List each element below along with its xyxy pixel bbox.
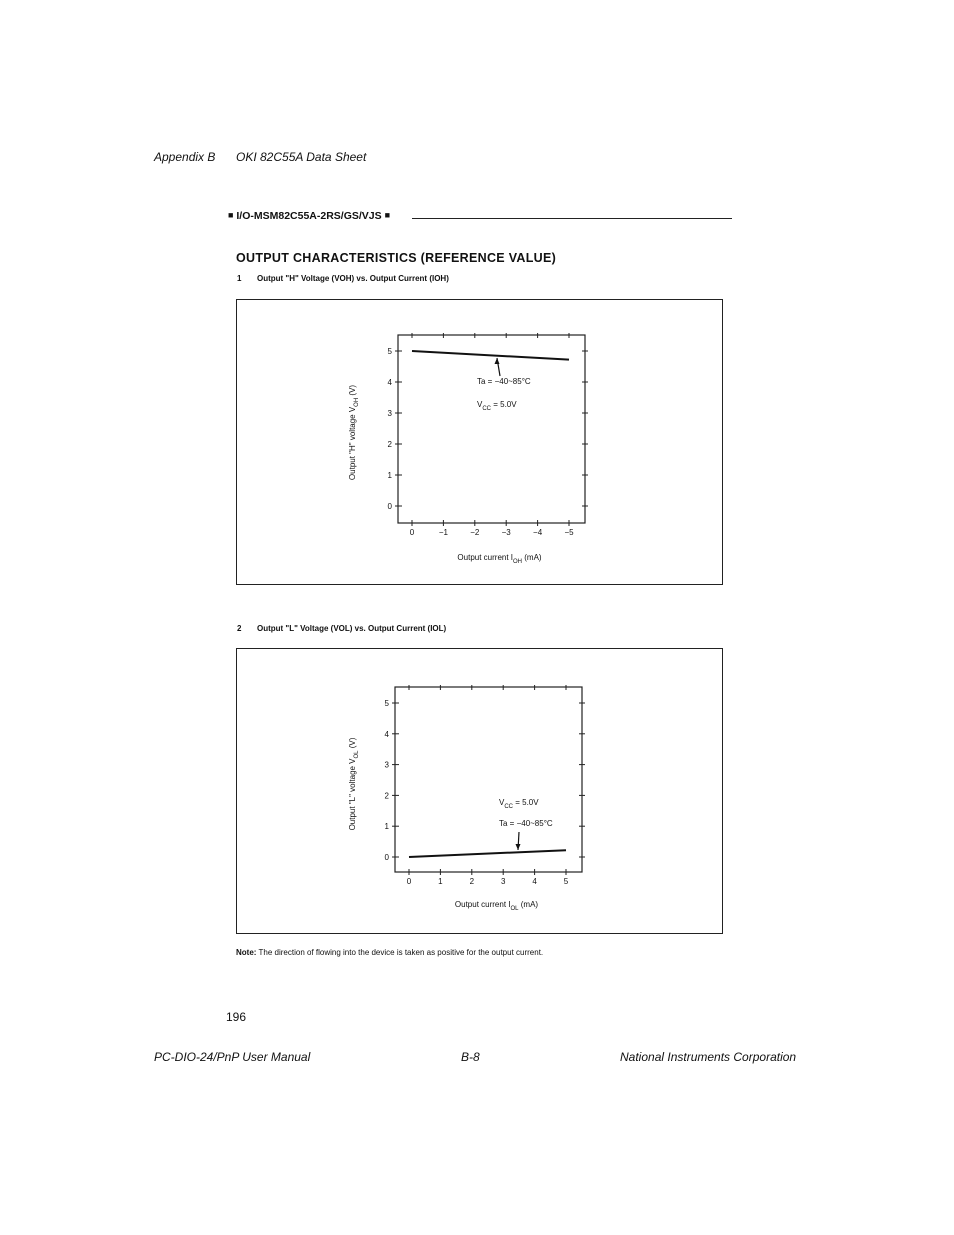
- series-line: [412, 351, 569, 360]
- x-tick-label: 4: [532, 877, 537, 886]
- header-section: Appendix B: [154, 150, 216, 164]
- x-axis-label: Output current $I_{OH}$ (mA): [457, 553, 542, 565]
- y-tick-label: 5: [384, 699, 389, 708]
- arrow-head-icon: [516, 844, 521, 850]
- x-tick-label: −3: [501, 528, 511, 537]
- figure-caption-text: Output "L" Voltage (VOL) vs. Output Current (IOL): [257, 624, 447, 633]
- note: [236, 948, 543, 957]
- y-tick-label: 5: [387, 347, 392, 356]
- chart-annotation: Ta = −40~85°C: [477, 377, 531, 386]
- y-tick-label: 2: [387, 440, 392, 449]
- square-marker-icon: ■: [384, 210, 391, 220]
- y-tick-label: 4: [384, 729, 389, 739]
- figure-caption-text: Output "H" Voltage (VOH) vs. Output Current (IOH): [257, 274, 449, 283]
- square-marker-icon: ■: [228, 210, 234, 220]
- part-heading: [228, 210, 732, 228]
- plot-frame: [395, 687, 582, 872]
- note-label: Note:: [236, 948, 257, 957]
- chart-annotation: Ta = −40~85°C: [499, 819, 553, 828]
- chart-annotation: $V_{CC} = 5.0V$: [477, 400, 517, 412]
- chart-vol: [237, 649, 724, 935]
- plot-frame: [398, 335, 585, 523]
- x-tick-label: 3: [500, 877, 506, 886]
- x-axis-label: Output current $I_{OL}$ (mA): [454, 900, 539, 912]
- y-tick-label: 3: [387, 409, 392, 418]
- chart-voh: [237, 300, 724, 586]
- x-tick-label: −5: [564, 528, 574, 537]
- y-tick-label: 1: [387, 471, 392, 480]
- arrow-head-icon: [495, 358, 500, 364]
- footer-company: National Instruments Corporation: [620, 1050, 797, 1064]
- figure-number: 2: [237, 624, 242, 633]
- y-axis-label: Output "H" voltage $V_{OH}$ (V): [348, 384, 360, 481]
- y-tick-label: 1: [384, 822, 389, 832]
- header-title: OKI 82C55A Data Sheet: [236, 150, 367, 164]
- part-heading-text: I/O-MSM82C55A-2RS/GS/VJS: [236, 210, 382, 222]
- y-tick-label: 3: [384, 760, 389, 770]
- x-tick-label: 0: [409, 528, 415, 537]
- series-line: [409, 850, 566, 857]
- note-text: The direction of flowing into the device is taken as positive for the output current.: [258, 948, 544, 957]
- x-tick-label: 5: [563, 877, 569, 886]
- figure-caption-1: [237, 274, 449, 283]
- y-tick-label: 4: [387, 378, 392, 387]
- y-tick-label: 2: [384, 791, 389, 801]
- chart-annotation: $V_{CC} = 5.0V$: [499, 798, 539, 810]
- x-tick-label: −2: [470, 528, 480, 537]
- chart-box-voh: [236, 299, 723, 585]
- section-title: OUTPUT CHARACTERISTICS (REFERENCE VALUE): [236, 251, 557, 265]
- chart-box-vol: [236, 648, 723, 934]
- x-tick-label: 1: [438, 877, 443, 886]
- y-tick-label: 0: [384, 853, 389, 862]
- y-axis-label: Output "L" voltage $V_{OL}$ (V): [348, 737, 360, 831]
- y-tick-label: 0: [387, 502, 392, 511]
- x-tick-label: 2: [469, 877, 475, 886]
- page-number: 196: [226, 1010, 247, 1024]
- figure-caption-2: [237, 624, 446, 633]
- heading-rule: [412, 218, 732, 219]
- x-tick-label: −4: [533, 528, 543, 537]
- footer-page: B-8: [461, 1050, 480, 1064]
- footer-manual: PC-DIO-24/PnP User Manual: [154, 1050, 311, 1064]
- figure-number: 1: [237, 274, 242, 283]
- x-tick-label: −1: [438, 528, 448, 537]
- x-tick-label: 0: [406, 877, 412, 886]
